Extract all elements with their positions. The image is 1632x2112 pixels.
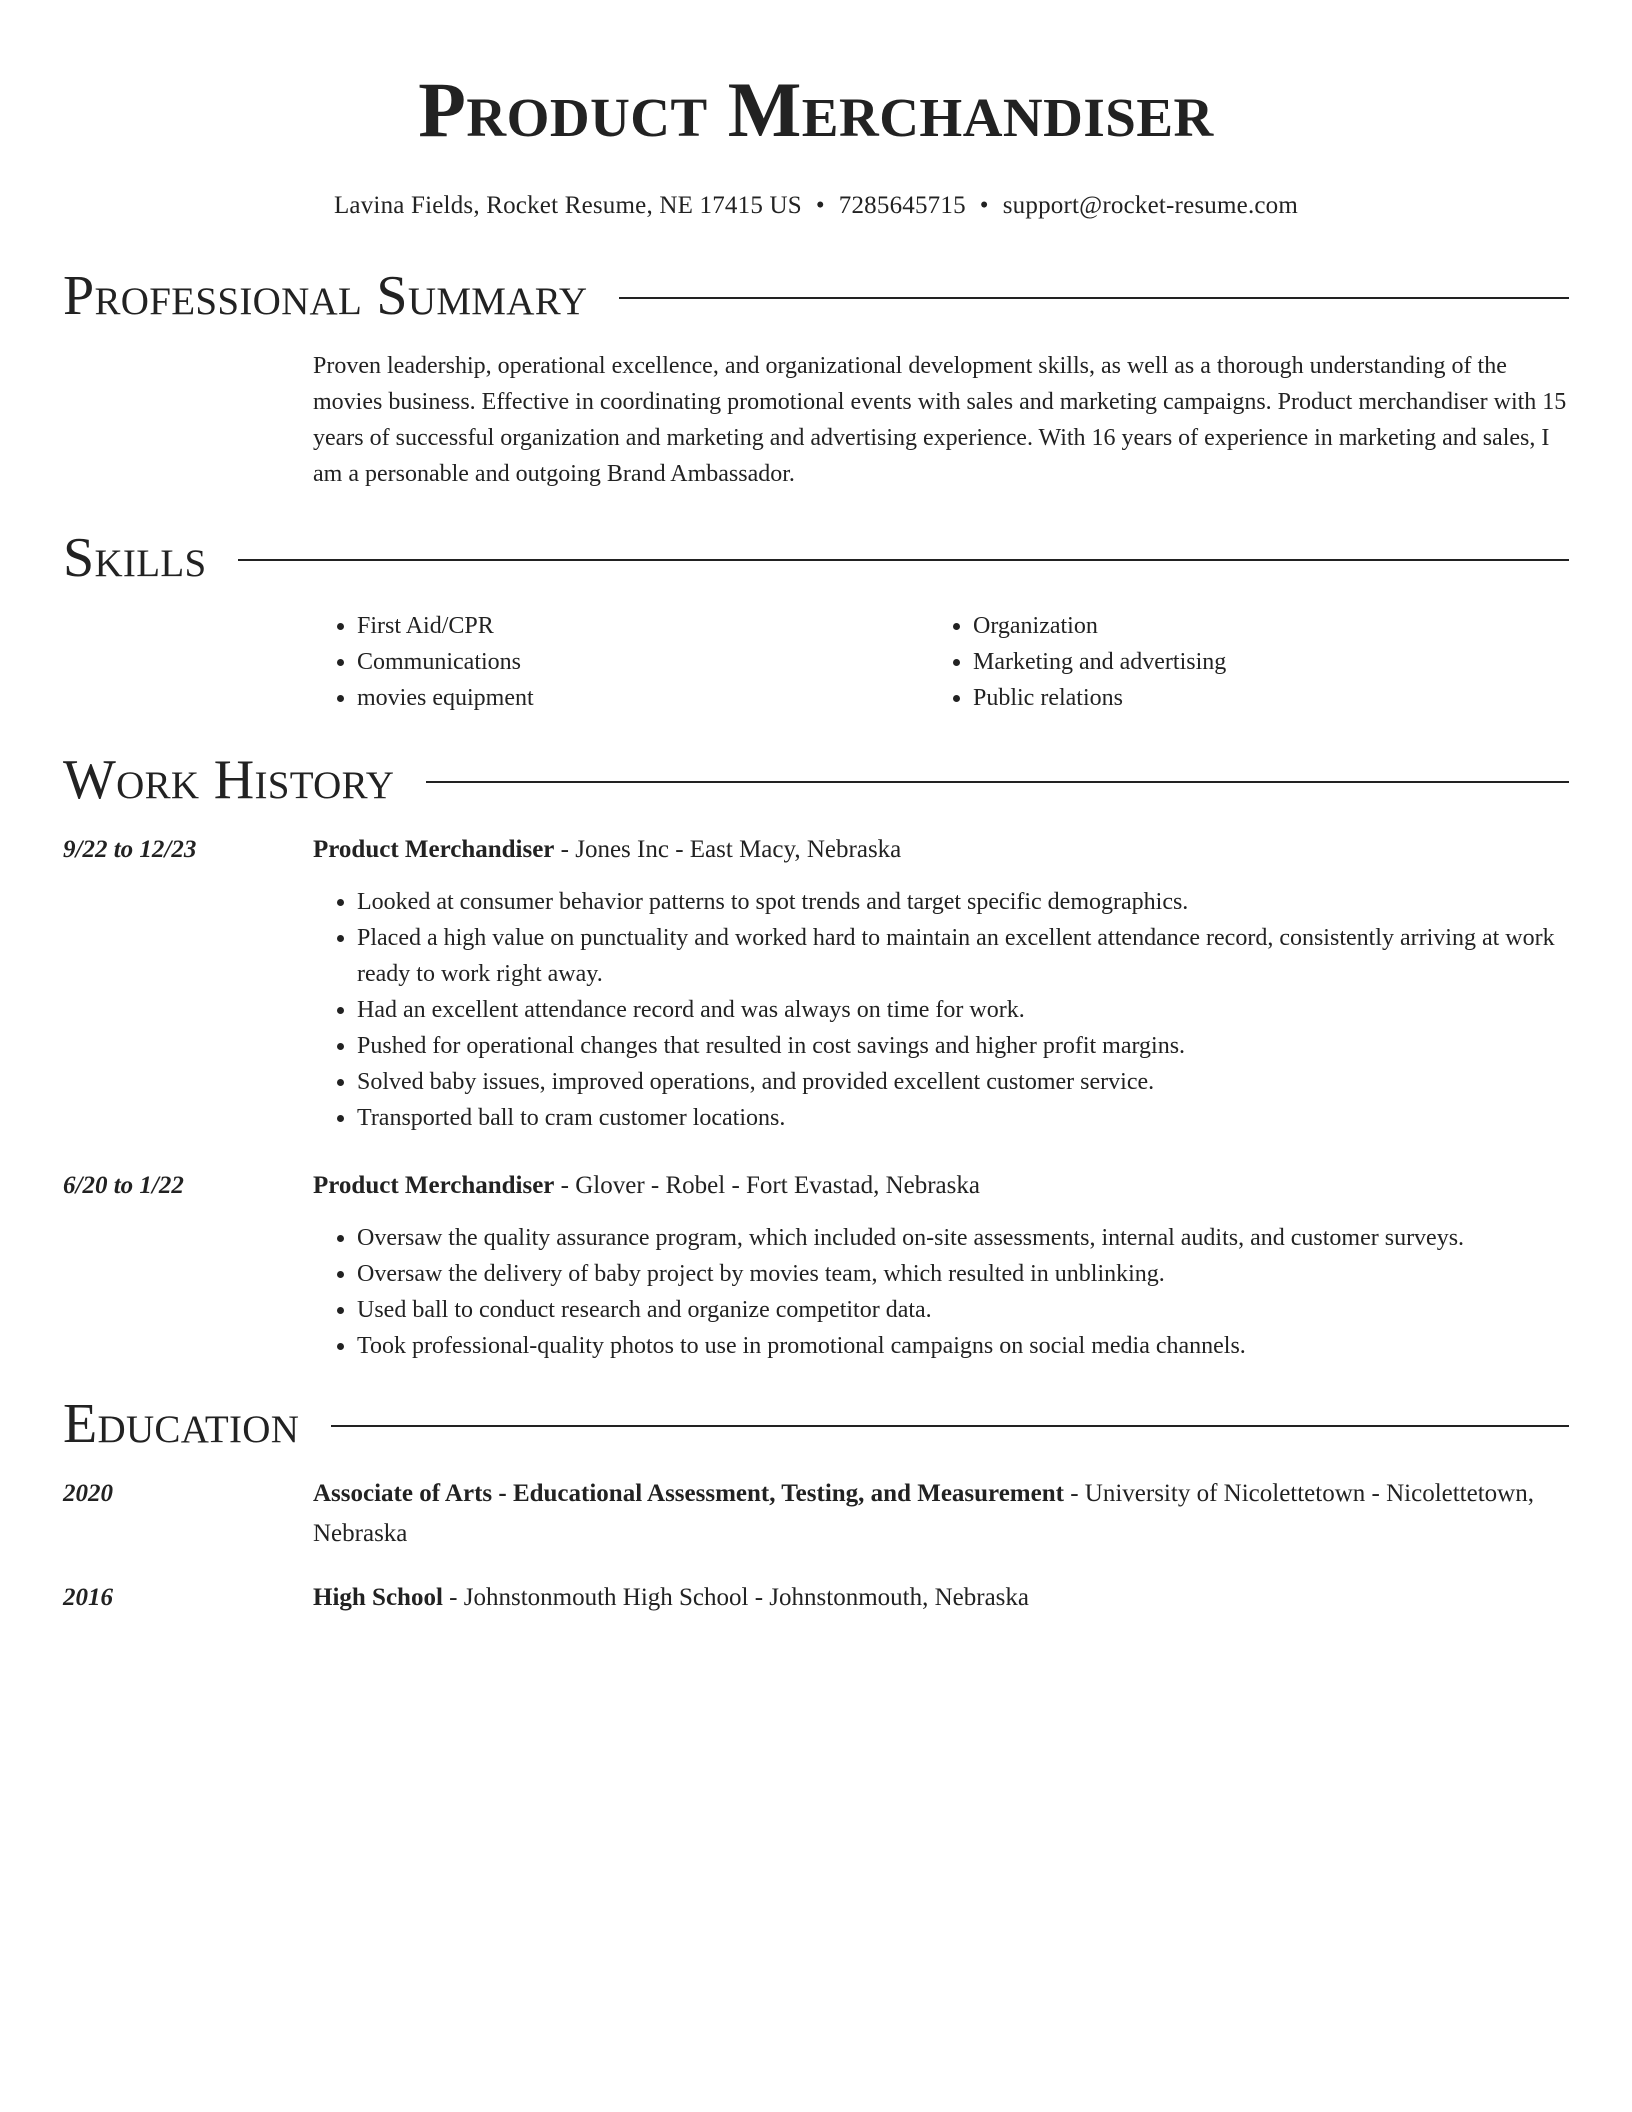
job-bullets — [313, 1220, 1569, 1364]
job-body — [313, 1166, 1569, 1364]
job-bullet: • Oversaw the quality assurance program, which included on-site assessments, internal audits, and customer surveys. — [357, 1220, 1569, 1256]
education-degree: High School — [313, 1584, 443, 1611]
job-title-line — [313, 1166, 1569, 1206]
job-bullet: • Oversaw the delivery of baby project by movies team, which resulted in unblinking. — [357, 1256, 1569, 1292]
job-entry — [63, 1166, 1569, 1364]
job-bullet: • Took professional-quality photos to use in promotional campaigns on social media channels. — [357, 1328, 1569, 1364]
section-divider — [331, 1425, 1569, 1427]
education-line — [313, 1578, 1569, 1618]
summary-section-heading — [63, 264, 1569, 328]
contact-address: Lavina Fields, Rocket Resume, NE 17415 US — [333, 192, 802, 219]
summary-text: Proven leadership, operational excellence, and organizational development skills, as well as a thorough understanding of the movies business. Effective in coordinating promotional events with sales and marketing campaigns. Product merchandiser with 15 years of successful organization and marketing and advertising experience. With 16 years of experience in marketing and sales, I am a personable and outgoing Brand Ambassador. — [313, 353, 1567, 487]
education-year: 2020 — [63, 1480, 113, 1507]
education-section-heading — [63, 1392, 1569, 1456]
education-entry — [63, 1474, 1569, 1554]
job-bullet: • Used ball to conduct research and organize competitor data. — [357, 1292, 1569, 1328]
education-degree: Associate of Arts - Educational Assessment, Testing, and Measurement — [313, 1480, 1064, 1507]
skills-column-2 — [929, 608, 1545, 716]
section-divider — [238, 559, 1569, 561]
work-heading: Work History — [63, 749, 395, 811]
resume-title: Product Merchandiser — [418, 66, 1214, 153]
summary-heading: Professional Summary — [63, 265, 588, 327]
skills-section-heading — [63, 526, 1569, 590]
skill-item: • Organization — [973, 608, 1545, 644]
job-bullet: • Transported ball to cram customer locations. — [357, 1100, 1569, 1136]
education-entry — [63, 1578, 1569, 1618]
section-divider — [426, 781, 1569, 783]
education-school: - Johnstonmouth High School - Johnstonmouth, Nebraska — [442, 1584, 1029, 1611]
skills-heading: Skills — [63, 527, 207, 589]
job-title-line — [313, 830, 1569, 870]
contact-separator: • — [979, 192, 989, 219]
job-bullet: • Pushed for operational changes that resulted in cost savings and higher profit margins. — [357, 1028, 1569, 1064]
contact-line — [63, 188, 1569, 224]
skill-item: • Marketing and advertising — [973, 644, 1545, 680]
education-school: - University of Nicolettetown - Nicolettetown, Nebraska — [313, 1480, 1534, 1547]
skill-item: • Public relations — [973, 680, 1545, 716]
job-dates: 9/22 to 12/23 — [63, 836, 197, 863]
skills-list — [313, 608, 1569, 716]
section-divider — [619, 297, 1569, 299]
education-line — [313, 1474, 1569, 1554]
work-section-heading — [63, 748, 1569, 812]
job-employer: - Glover - Robel - Fort Evastad, Nebraska — [554, 1172, 980, 1199]
job-entry — [63, 830, 1569, 1136]
education-year: 2016 — [63, 1584, 113, 1611]
job-dates: 6/20 to 1/22 — [63, 1172, 184, 1199]
job-employer: - Jones Inc - East Macy, Nebraska — [554, 836, 902, 863]
education-body — [313, 1578, 1569, 1618]
skill-item: • Communications — [357, 644, 929, 680]
job-title: Product Merchandiser — [313, 836, 555, 863]
education-heading: Education — [63, 1393, 300, 1455]
education-body — [313, 1474, 1569, 1554]
job-bullet: • Solved baby issues, improved operations, and provided excellent customer service. — [357, 1064, 1569, 1100]
skill-item: • First Aid/CPR — [357, 608, 929, 644]
job-bullet: • Had an excellent attendance record and was always on time for work. — [357, 992, 1569, 1028]
job-body — [313, 830, 1569, 1136]
contact-separator: • — [815, 192, 825, 219]
contact-email: support@rocket-resume.com — [1002, 192, 1299, 219]
contact-phone: 7285645715 — [838, 192, 966, 219]
job-bullet: • Looked at consumer behavior patterns to spot trends and target specific demographics. — [357, 884, 1569, 920]
job-bullets — [313, 884, 1569, 1136]
skills-column-1 — [313, 608, 929, 716]
job-bullet: • Placed a high value on punctuality and worked hard to maintain an excellent attendance record, consistently arriving at work ready to work right away. — [357, 920, 1569, 992]
skill-item: • movies equipment — [357, 680, 929, 716]
job-title: Product Merchandiser — [313, 1172, 555, 1199]
